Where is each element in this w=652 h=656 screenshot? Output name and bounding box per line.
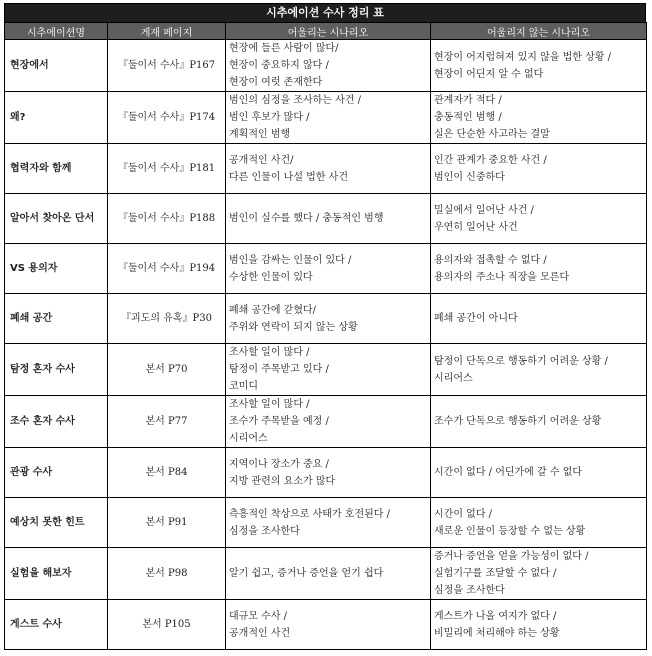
unsuitable-scenario-cell	[431, 244, 647, 294]
page-reference-cell: 본서 P91	[108, 498, 226, 548]
page-reference-cell: 『둘이서 수사』P167	[108, 40, 226, 92]
suitable-scenario-line: 공개적인 사건	[229, 627, 291, 639]
unsuitable-scenario-cell	[431, 40, 647, 92]
table-row	[5, 448, 647, 498]
suitable-scenario-cell	[226, 244, 431, 294]
unsuitable-scenario-line: 비밀리에 처리해야 하는 상황	[434, 627, 560, 639]
suitable-scenario-cell	[226, 548, 431, 600]
table-row	[5, 498, 647, 548]
table-row	[5, 144, 647, 194]
table-row	[5, 344, 647, 396]
unsuitable-scenario-line: 조수가 단독으로 행동하기 어려운 상황	[434, 416, 602, 427]
page-reference-cell: 본서 P84	[108, 448, 226, 498]
unsuitable-scenario-line: 증거나 증언을 얻을 가능성이 없다 /	[434, 551, 589, 562]
unsuitable-scenario-line: 새로운 인물이 등장할 수 없는 상황	[434, 525, 586, 537]
suitable-scenario-line: 범인 후보가 많다 /	[229, 112, 310, 123]
unsuitable-scenario-line: 심정을 조사한다	[434, 585, 505, 596]
unsuitable-scenario-line: 실은 단순한 사고라는 결말	[434, 129, 550, 140]
suitable-scenario-cell	[226, 396, 431, 448]
unsuitable-scenario-cell	[431, 548, 647, 600]
suitable-scenario-line: 계획적인 범행	[229, 129, 291, 140]
suitable-scenario-cell	[226, 498, 431, 548]
situation-name-cell: 협력자와 함께	[5, 144, 108, 194]
situation-name-cell: 게스트 수사	[5, 600, 108, 650]
suitable-scenario-line: 다른 인물이 나설 법한 사건	[229, 171, 348, 183]
suitable-scenario-cell	[226, 448, 431, 498]
page-reference-cell: 본서 P77	[108, 396, 226, 448]
page-reference-cell: 『둘이서 수사』P188	[108, 194, 226, 244]
unsuitable-scenario-line: 관계자가 적다 /	[434, 95, 502, 106]
header-suitable: 어울리는 시나리오	[226, 23, 431, 40]
table-row	[5, 244, 647, 294]
suitable-scenario-line: 조사할 일이 많다 /	[229, 399, 310, 410]
table-row	[5, 92, 647, 144]
situation-name-cell: 폐쇄 공간	[5, 294, 108, 344]
table-body	[5, 40, 647, 650]
situation-table-container	[4, 3, 646, 650]
suitable-scenario-line: 심정을 조사한다	[229, 525, 300, 537]
unsuitable-scenario-line: 폐쇄 공간이 아니다	[434, 313, 518, 324]
unsuitable-scenario-cell	[431, 144, 647, 194]
unsuitable-scenario-cell	[431, 498, 647, 548]
table-row	[5, 548, 647, 600]
header-page: 게재 페이지	[108, 23, 226, 40]
suitable-scenario-line: 주위와 연락이 되지 않는 상황	[229, 321, 358, 333]
unsuitable-scenario-line: 우연히 일어난 사건	[434, 221, 518, 233]
suitable-scenario-line: 지방 관련의 요소가 많다	[229, 475, 336, 487]
unsuitable-scenario-line: 용의자와 접촉할 수 없다 /	[434, 254, 547, 266]
table-row	[5, 396, 647, 448]
situation-name-cell: 현장에서	[5, 40, 108, 92]
table-row	[5, 294, 647, 344]
unsuitable-scenario-line: 범인이 신중하다	[434, 171, 505, 183]
unsuitable-scenario-cell	[431, 396, 647, 448]
suitable-scenario-line: 범인을 감싸는 인물이 있다 /	[229, 254, 352, 266]
suitable-scenario-line: 지역이나 장소가 중요 /	[229, 458, 329, 470]
unsuitable-scenario-cell	[431, 600, 647, 650]
page-reference-cell: 『둘이서 수사』P194	[108, 244, 226, 294]
unsuitable-scenario-cell	[431, 92, 647, 144]
page-reference-cell: 본서 P98	[108, 548, 226, 600]
suitable-scenario-line: 공개적인 사건/	[229, 154, 294, 166]
situation-name-cell: 관광 수사	[5, 448, 108, 498]
unsuitable-scenario-line: 인간 관계가 중요한 사건 /	[434, 154, 547, 166]
suitable-scenario-line: 코미디	[229, 381, 258, 392]
unsuitable-scenario-line: 충동적인 범행 /	[434, 112, 502, 123]
header-row	[5, 23, 647, 40]
suitable-scenario-cell	[226, 92, 431, 144]
situation-name-cell: 탐정 혼자 수사	[5, 344, 108, 396]
unsuitable-scenario-cell	[431, 344, 647, 396]
page-reference-cell: 본서 P70	[108, 344, 226, 396]
suitable-scenario-line: 알기 쉽고, 증거나 증언을 얻기 쉽다	[229, 568, 384, 579]
unsuitable-scenario-line: 실험기구를 조달할 수 없다 /	[434, 568, 557, 579]
page-reference-cell: 본서 P105	[108, 600, 226, 650]
table-row	[5, 600, 647, 650]
suitable-scenario-line: 현장이 여럿 존재한다	[229, 77, 323, 88]
unsuitable-scenario-cell	[431, 194, 647, 244]
suitable-scenario-cell	[226, 344, 431, 396]
page-reference-cell: 『둘이서 수사』P181	[108, 144, 226, 194]
unsuitable-scenario-line: 시리어스	[434, 372, 473, 384]
suitable-scenario-line: 폐쇄 공간에 갇혔다/	[229, 304, 317, 316]
header-unsuitable: 어울리지 않는 시나리오	[431, 23, 647, 40]
page-reference-cell: 『둘이서 수사』P174	[108, 92, 226, 144]
situation-name-cell: 조수 혼자 수사	[5, 396, 108, 448]
situation-name-cell: 왜?	[5, 92, 108, 144]
suitable-scenario-line: 조수가 주목받을 예정 /	[229, 416, 329, 427]
header-situation-name: 시추에이션명	[5, 23, 108, 40]
table-row	[5, 194, 647, 244]
situation-name-cell: 예상치 못한 힌트	[5, 498, 108, 548]
table-title: 시추에이션 수사 정리 표	[4, 3, 646, 22]
suitable-scenario-line: 현장이 중요하지 않다 /	[229, 60, 329, 71]
suitable-scenario-cell	[226, 40, 431, 92]
suitable-scenario-cell	[226, 194, 431, 244]
unsuitable-scenario-line: 현장이 어지럽혀져 있지 않을 법한 상황 /	[434, 51, 612, 63]
suitable-scenario-line: 현장에 들른 사람이 많다/	[229, 43, 339, 54]
unsuitable-scenario-line: 시간이 없다 /	[434, 508, 493, 520]
unsuitable-scenario-line: 현장이 어딘지 알 수 없다	[434, 68, 544, 80]
suitable-scenario-cell	[226, 294, 431, 344]
suitable-scenario-line: 범인이 실수를 했다 / 충동적인 범행	[229, 213, 384, 224]
page-reference-cell: 『괴도의 유혹』P30	[108, 294, 226, 344]
situation-name-cell: 실험을 해보자	[5, 548, 108, 600]
unsuitable-scenario-cell	[431, 448, 647, 498]
suitable-scenario-line: 탐정이 주목받고 있다 /	[229, 364, 329, 375]
suitable-scenario-line: 조사할 일이 많다 /	[229, 347, 310, 358]
suitable-scenario-cell	[226, 144, 431, 194]
unsuitable-scenario-line: 용의자의 주소나 직장을 모른다	[434, 271, 570, 283]
suitable-scenario-line: 범인의 심정을 조사하는 사건 /	[229, 95, 362, 106]
table-row	[5, 40, 647, 92]
suitable-scenario-line: 대규모 수사 /	[229, 610, 288, 622]
unsuitable-scenario-line: 시간이 없다 / 어딘가에 갈 수 없다	[434, 467, 583, 478]
unsuitable-scenario-line: 탐정이 단독으로 행동하기 어려운 상황 /	[434, 355, 608, 367]
unsuitable-scenario-line: 밀실에서 일어난 사건 /	[434, 204, 534, 216]
suitable-scenario-line: 수상한 인물이 있다	[229, 271, 313, 283]
unsuitable-scenario-line: 게스트가 나올 여지가 없다 /	[434, 610, 557, 622]
situation-name-cell: 알아서 찾아온 단서	[5, 194, 108, 244]
situation-table	[4, 22, 647, 650]
unsuitable-scenario-cell	[431, 294, 647, 344]
suitable-scenario-line: 시리어스	[229, 433, 268, 444]
suitable-scenario-cell	[226, 600, 431, 650]
suitable-scenario-line: 측흥적인 착상으로 사태가 호전된다 /	[229, 508, 390, 520]
situation-name-cell: VS 용의자	[5, 244, 108, 294]
